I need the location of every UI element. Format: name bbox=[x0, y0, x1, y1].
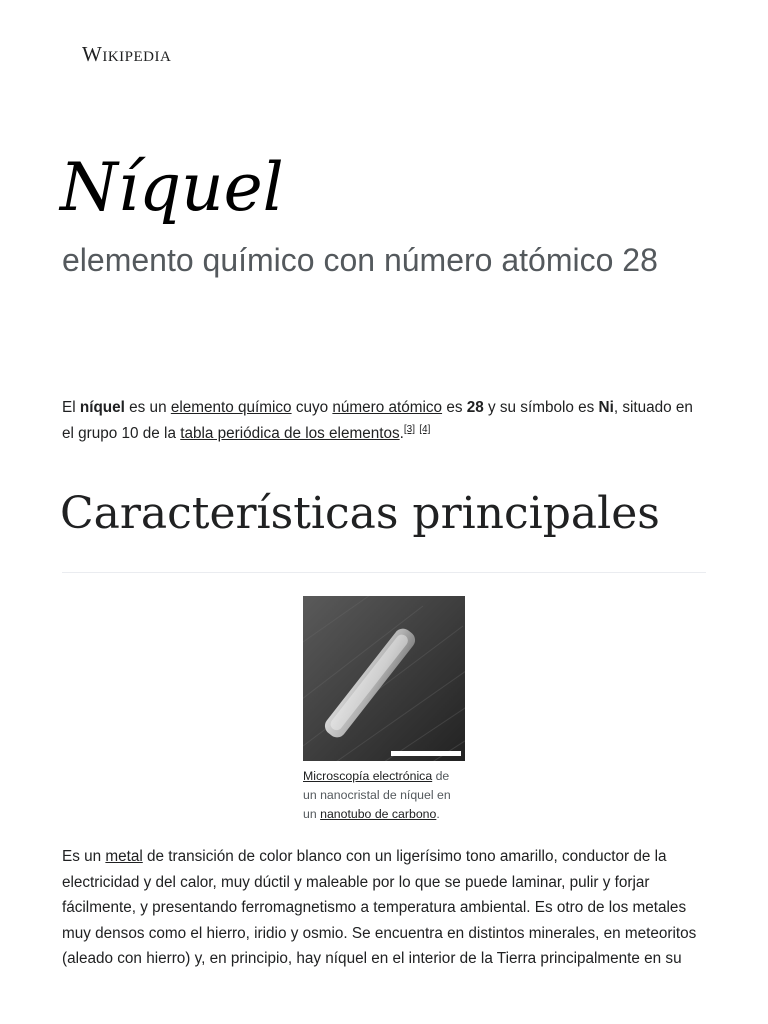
lead-bold-number: 28 bbox=[466, 399, 484, 416]
reference-4[interactable]: [4] bbox=[419, 423, 431, 435]
lead-text: , situado en el grupo 10 de la bbox=[62, 399, 693, 442]
caption-text: de un nanocristal de níquel en un bbox=[303, 769, 451, 821]
lead-text: es bbox=[442, 399, 467, 416]
link-numero-atomico[interactable]: número atómico bbox=[332, 399, 443, 416]
lead-bold-term: níquel bbox=[79, 399, 125, 416]
lead-text: El bbox=[62, 399, 80, 416]
reference-3[interactable]: [3] bbox=[403, 423, 415, 435]
lead-paragraph bbox=[62, 395, 706, 447]
page-subtitle: elemento químico con número atómico 28 bbox=[62, 242, 658, 278]
link-microscopia-electronica[interactable]: Microscopía electrónica bbox=[303, 769, 433, 783]
body-text: Es un bbox=[62, 848, 106, 865]
link-nanotubo-de-carbono[interactable]: nanotubo de carbono bbox=[320, 807, 437, 821]
caption-text: . bbox=[436, 807, 440, 821]
lead-text: es un bbox=[124, 399, 171, 416]
section-divider bbox=[62, 572, 706, 573]
lead-text: cuyo bbox=[291, 399, 333, 416]
lead-text: . bbox=[399, 425, 404, 442]
link-tabla-periodica[interactable]: tabla periódica de los elementos bbox=[180, 425, 400, 442]
body-text: de transición de color blanco con un ligerísimo tono amarillo, conductor de la electricidad y del calor, muy dúctil y maleable por lo que se puede laminar, pulir y forjar fácilmente, y presentando ferromagnetismo a temperatura ambiental. Es otro de los metales muy densos como el hierro, iridio y osmio. Se encuentra en distintos minerales, en meteoritos (aleado con hierro) y, en principio, hay níquel en el interior de la Tierra principalmente en su bbox=[62, 848, 697, 967]
link-elemento-quimico[interactable]: elemento químico bbox=[170, 399, 292, 416]
body-paragraph bbox=[62, 844, 706, 972]
figure-caption bbox=[303, 767, 465, 824]
link-metal[interactable]: metal bbox=[105, 848, 143, 865]
wikipedia-logo[interactable]: Wikipedia bbox=[82, 42, 172, 66]
lead-bold-symbol: Ni bbox=[598, 399, 614, 416]
lead-text: y su símbolo es bbox=[483, 399, 599, 416]
nanocrystal-image[interactable] bbox=[303, 596, 465, 761]
page-title: Níquel bbox=[60, 149, 284, 226]
figure bbox=[303, 596, 465, 824]
section-heading: Características principales bbox=[60, 488, 660, 539]
